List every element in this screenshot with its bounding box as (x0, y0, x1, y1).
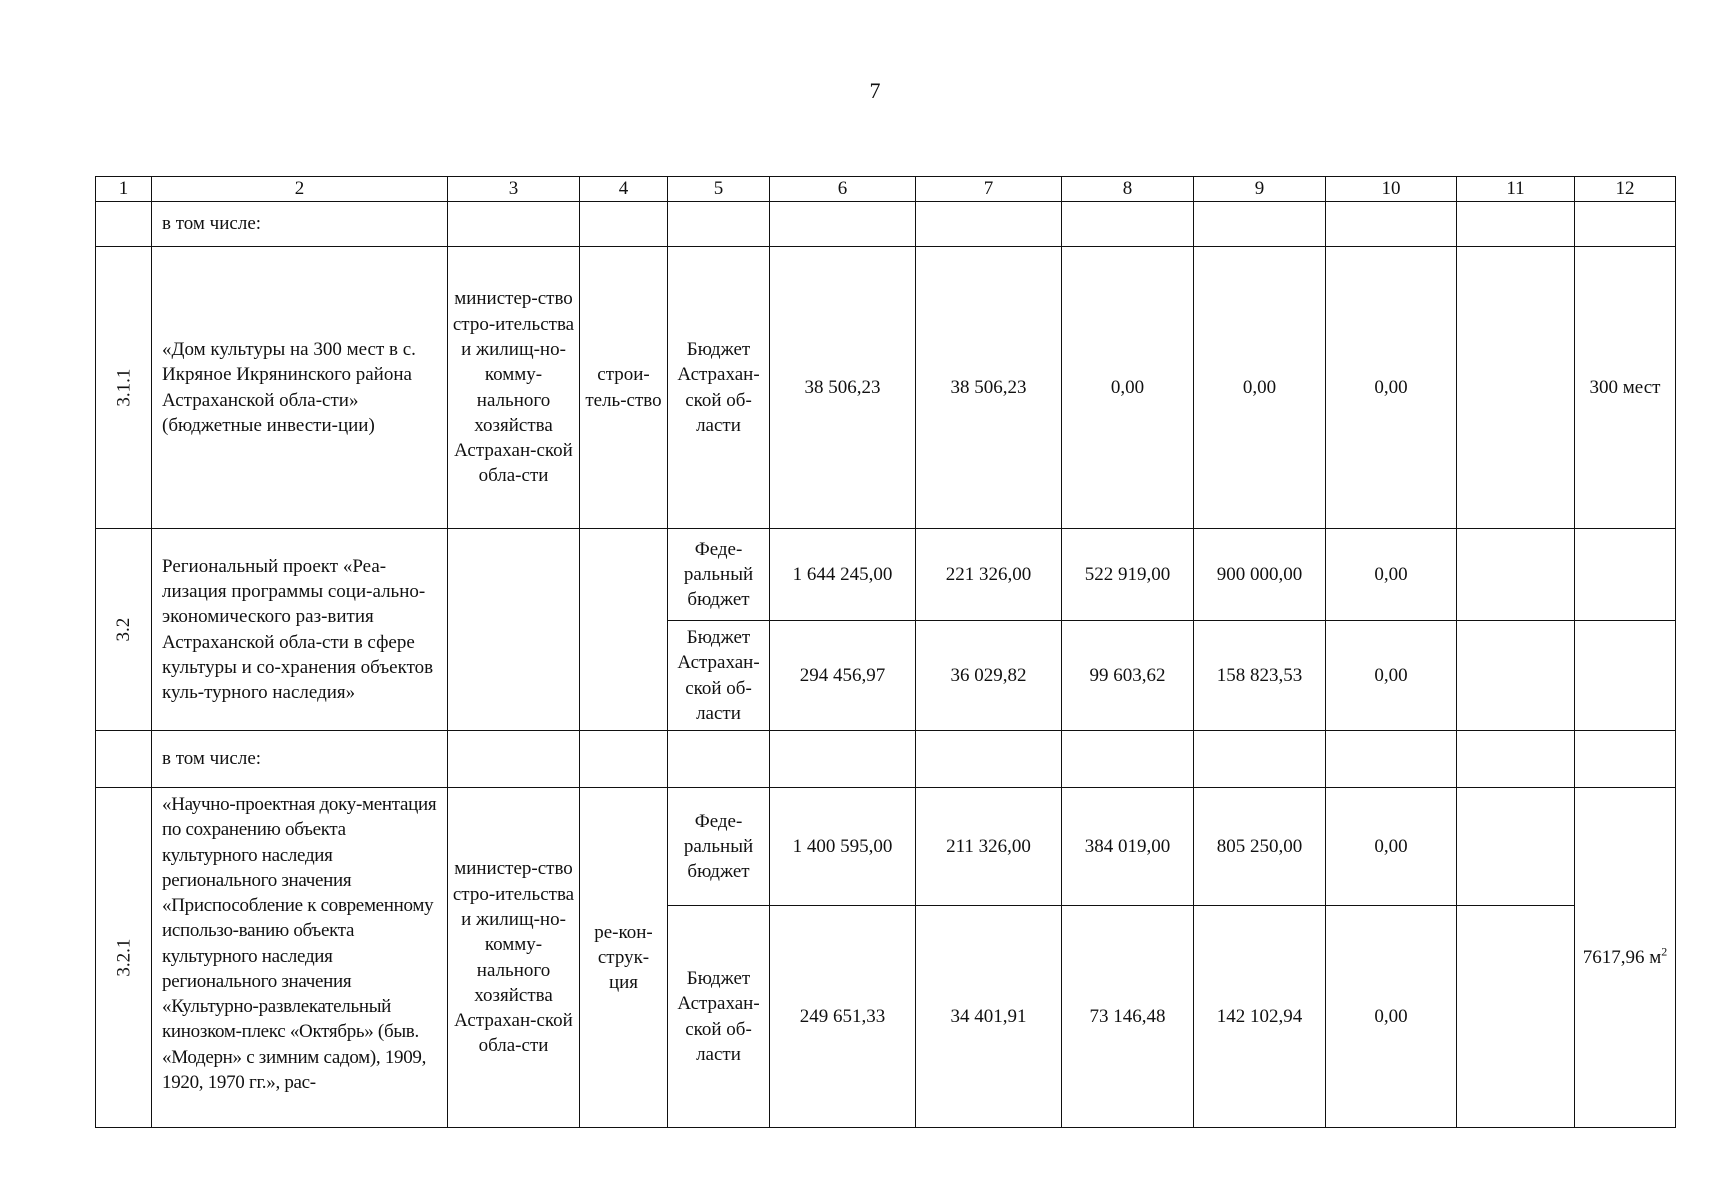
row-number-cell (96, 529, 152, 731)
funding-source: Феде-ральный бюджет (668, 788, 770, 906)
column-header: 12 (1575, 177, 1676, 202)
amount-col9: 158 823,53 (1194, 621, 1326, 731)
empty-col11 (1457, 621, 1575, 731)
row-number-cell (96, 788, 152, 1128)
amount-col10: 0,00 (1326, 529, 1457, 621)
amount-col8: 0,00 (1062, 247, 1194, 529)
work-type (580, 529, 668, 731)
page-number: 7 (869, 78, 881, 103)
amount-col9: 805 250,00 (1194, 788, 1326, 906)
column-number-row (96, 177, 1676, 202)
result-value: 7617,96 м (1582, 946, 1662, 968)
amount-col8: 99 603,62 (1062, 621, 1194, 731)
amount-col6: 1 644 245,00 (770, 529, 916, 621)
empty-col11 (1457, 247, 1575, 529)
result-indicator: 300 мест (1575, 247, 1676, 529)
column-header: 9 (1194, 177, 1326, 202)
column-header: 2 (152, 177, 448, 202)
amount-col6: 249 651,33 (770, 906, 916, 1128)
funding-source: Бюджет Астрахан-ской об-ласти (668, 906, 770, 1128)
amount-col9: 900 000,00 (1194, 529, 1326, 621)
amount-col10: 0,00 (1326, 621, 1457, 731)
empty-col12 (1575, 621, 1676, 731)
table-row-3-2-1-federal (96, 788, 1676, 906)
amount-col8: 73 146,48 (1062, 906, 1194, 1128)
row-number: 3.2.1 (112, 938, 134, 977)
row-number-cell (96, 247, 152, 529)
column-header: 6 (770, 177, 916, 202)
amount-col6: 294 456,97 (770, 621, 916, 731)
funding-source: Бюджет Астрахан-ской об-ласти (668, 621, 770, 731)
empty-col11 (1457, 529, 1575, 621)
funding-source: Бюджет Астрахан-ской об-ласти (668, 247, 770, 529)
column-header: 1 (96, 177, 152, 202)
column-header: 3 (448, 177, 580, 202)
including-label: в том числе: (152, 202, 448, 247)
column-header: 10 (1326, 177, 1457, 202)
empty-col11 (1457, 906, 1575, 1128)
amount-col8: 384 019,00 (1062, 788, 1194, 906)
project-name: Региональный проект «Реа-лизация программы соци-ально-экономического раз-вития Астраханской обла-сти в сфере культуры и со-хранения объектов куль-турного наследия» (152, 529, 448, 731)
amount-col9: 0,00 (1194, 247, 1326, 529)
amount-col6: 38 506,23 (770, 247, 916, 529)
program-table (95, 176, 1676, 1128)
amount-col10: 0,00 (1326, 906, 1457, 1128)
empty-col11 (1457, 788, 1575, 906)
column-header: 11 (1457, 177, 1575, 202)
amount-col7: 221 326,00 (916, 529, 1062, 621)
executor (448, 529, 580, 731)
including-row (96, 202, 1676, 247)
column-header: 7 (916, 177, 1062, 202)
object-name: «Дом культуры на 300 мест в с. Икряное Икрянинского района Астраханской обла-сти» (бюджетные инвести-ции) (152, 247, 448, 529)
funding-source: Феде-ральный бюджет (668, 529, 770, 621)
amount-col7: 38 506,23 (916, 247, 1062, 529)
work-type: строи-тель-ство (580, 247, 668, 529)
object-name: «Научно-проектная доку-ментация по сохранению объекта культурного наследия регионального значения «Приспособление к современному использо-ванию объекта культурного наследия регионального значения «Культурно-развлекательный кинозком-плекс «Октябрь» (быв. «Модерн» с зимним садом), 1909, 1920, 1970 гг.», рас- (152, 788, 448, 1128)
column-header: 4 (580, 177, 668, 202)
result-indicator (1575, 788, 1676, 1128)
row-number: 3.2 (112, 617, 134, 642)
amount-col7: 36 029,82 (916, 621, 1062, 731)
amount-col7: 34 401,91 (916, 906, 1062, 1128)
column-header: 5 (668, 177, 770, 202)
result-unit-exponent: 2 (1661, 944, 1668, 959)
column-header: 8 (1062, 177, 1194, 202)
amount-col10: 0,00 (1326, 788, 1457, 906)
amount-col10: 0,00 (1326, 247, 1457, 529)
amount-col7: 211 326,00 (916, 788, 1062, 906)
empty-col12 (1575, 529, 1676, 621)
row-number: 3.1.1 (112, 368, 134, 407)
amount-col6: 1 400 595,00 (770, 788, 916, 906)
amount-col8: 522 919,00 (1062, 529, 1194, 621)
executor: министер-ство стро-ительства и жилищ-но-комму-нального хозяйства Астрахан-ской обла-сти (448, 788, 580, 1128)
including-label: в том числе: (152, 731, 448, 788)
executor: министер-ство стро-ительства и жилищ-но-комму-нального хозяйства Астрахан-ской обла-сти (448, 247, 580, 529)
amount-col9: 142 102,94 (1194, 906, 1326, 1128)
table-row-3-2-federal (96, 529, 1676, 621)
including-row (96, 731, 1676, 788)
table-row-3-1-1 (96, 247, 1676, 529)
work-type: ре-кон-струк-ция (580, 788, 668, 1128)
